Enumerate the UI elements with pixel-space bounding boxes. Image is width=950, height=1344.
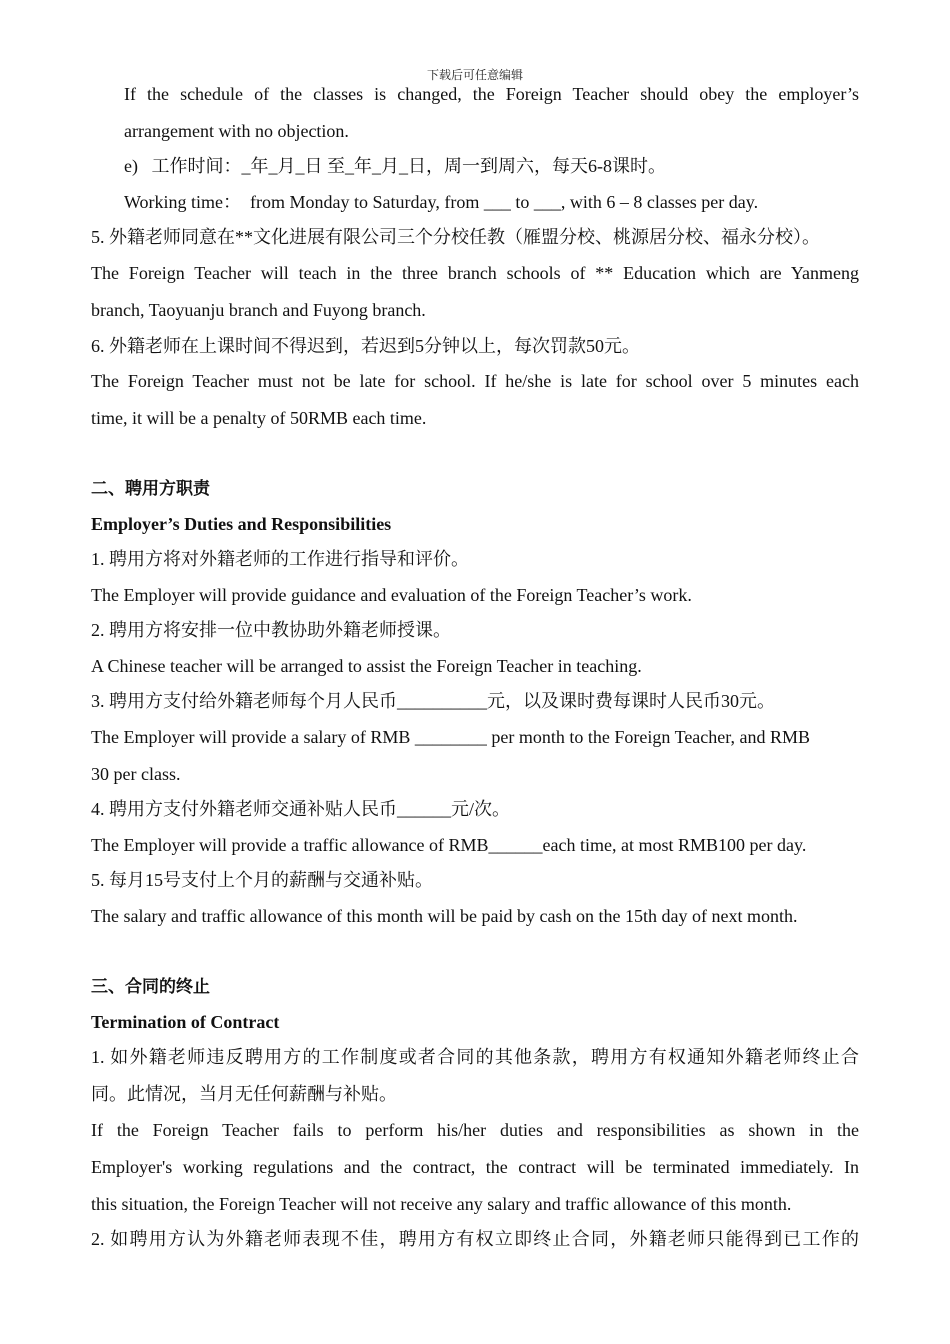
paragraph-line: Employer's working regulations and the contract, the contract will be terminated immediately. In bbox=[91, 1157, 859, 1177]
paragraph-line: this situation, the Foreign Teacher will not receive any salary and traffic allowance of this month. bbox=[91, 1194, 792, 1214]
section-heading-en: Employer’s Duties and Responsibilities bbox=[91, 514, 392, 534]
paragraph-line: The Foreign Teacher must not be late for school. If he/she is late for school over 5 minutes each bbox=[91, 371, 859, 391]
paragraph-line: 30 per class. bbox=[91, 764, 181, 784]
paragraph-line: The Employer will provide a traffic allowance of RMB______each time, at most RMB100 per day. bbox=[91, 835, 807, 855]
paragraph-line: The Employer will provide guidance and evaluation of the Foreign Teacher’s work. bbox=[91, 585, 692, 605]
paragraph-line: 5. 每月15号支付上个月的薪酬与交通补贴。 bbox=[91, 870, 433, 890]
paragraph-line: 4. 聘用方支付外籍老师交通补贴人民币______元/次。 bbox=[91, 799, 510, 819]
paragraph-line: The Employer will provide a salary of RMB ________ per month to the Foreign Teacher, and RMB bbox=[91, 727, 811, 747]
paragraph-line: time, it will be a penalty of 50RMB each time. bbox=[91, 408, 427, 428]
section-heading-cn: 三、合同的终止 bbox=[91, 977, 210, 997]
paragraph-line: If the Foreign Teacher fails to perform his/her duties and responsibilities as shown in the bbox=[91, 1120, 859, 1140]
paragraph-line: 1. 如外籍老师违反聘用方的工作制度或者合同的其他条款，聘用方有权通知外籍老师终止合 bbox=[91, 1047, 859, 1067]
header-note: 下载后可任意编辑 bbox=[426, 68, 523, 82]
paragraph-line: arrangement with no objection. bbox=[124, 121, 349, 141]
paragraph-line: 1. 聘用方将对外籍老师的工作进行指导和评价。 bbox=[91, 549, 469, 569]
paragraph-line: If the schedule of the classes is changed, the Foreign Teacher should obey the employer’s bbox=[124, 84, 859, 104]
paragraph-line: Working time： from Monday to Saturday, from ___ to ___, with 6 – 8 classes per day. bbox=[124, 192, 759, 212]
paragraph-line: 5. 外籍老师同意在**文化进展有限公司三个分校任教（雁盟分校、桃源居分校、福永分校）。 bbox=[91, 227, 820, 247]
paragraph-line: The Foreign Teacher will teach in the three branch schools of ** Education which are Yanmeng bbox=[91, 263, 859, 283]
paragraph-line: 同。此情况，当月无任何薪酬与补贴。 bbox=[91, 1084, 397, 1104]
paragraph-line: 2. 如聘用方认为外籍老师表现不佳，聘用方有权立即终止合同，外籍老师只能得到已工作的 bbox=[91, 1229, 859, 1249]
paragraph-line: 2. 聘用方将安排一位中教协助外籍老师授课。 bbox=[91, 620, 451, 640]
paragraph-line: A Chinese teacher will be arranged to assist the Foreign Teacher in teaching. bbox=[91, 656, 642, 676]
paragraph-line: 6. 外籍老师在上课时间不得迟到，若迟到5分钟以上，每次罚款50元。 bbox=[91, 336, 640, 356]
paragraph-line: The salary and traffic allowance of this month will be paid by cash on the 15th day of next month. bbox=[91, 906, 798, 926]
paragraph-line: branch, Taoyuanju branch and Fuyong branch. bbox=[91, 300, 426, 320]
section-heading-cn: 二、聘用方职责 bbox=[91, 479, 210, 499]
section-heading-en: Termination of Contract bbox=[91, 1012, 280, 1032]
paragraph-line: e) 工作时间：_年_月_日 至_年_月_日，周一到周六，每天6-8课时。 bbox=[124, 156, 666, 176]
paragraph-line: 3. 聘用方支付给外籍老师每个月人民币__________元，以及课时费每课时人民币30元。 bbox=[91, 691, 775, 711]
